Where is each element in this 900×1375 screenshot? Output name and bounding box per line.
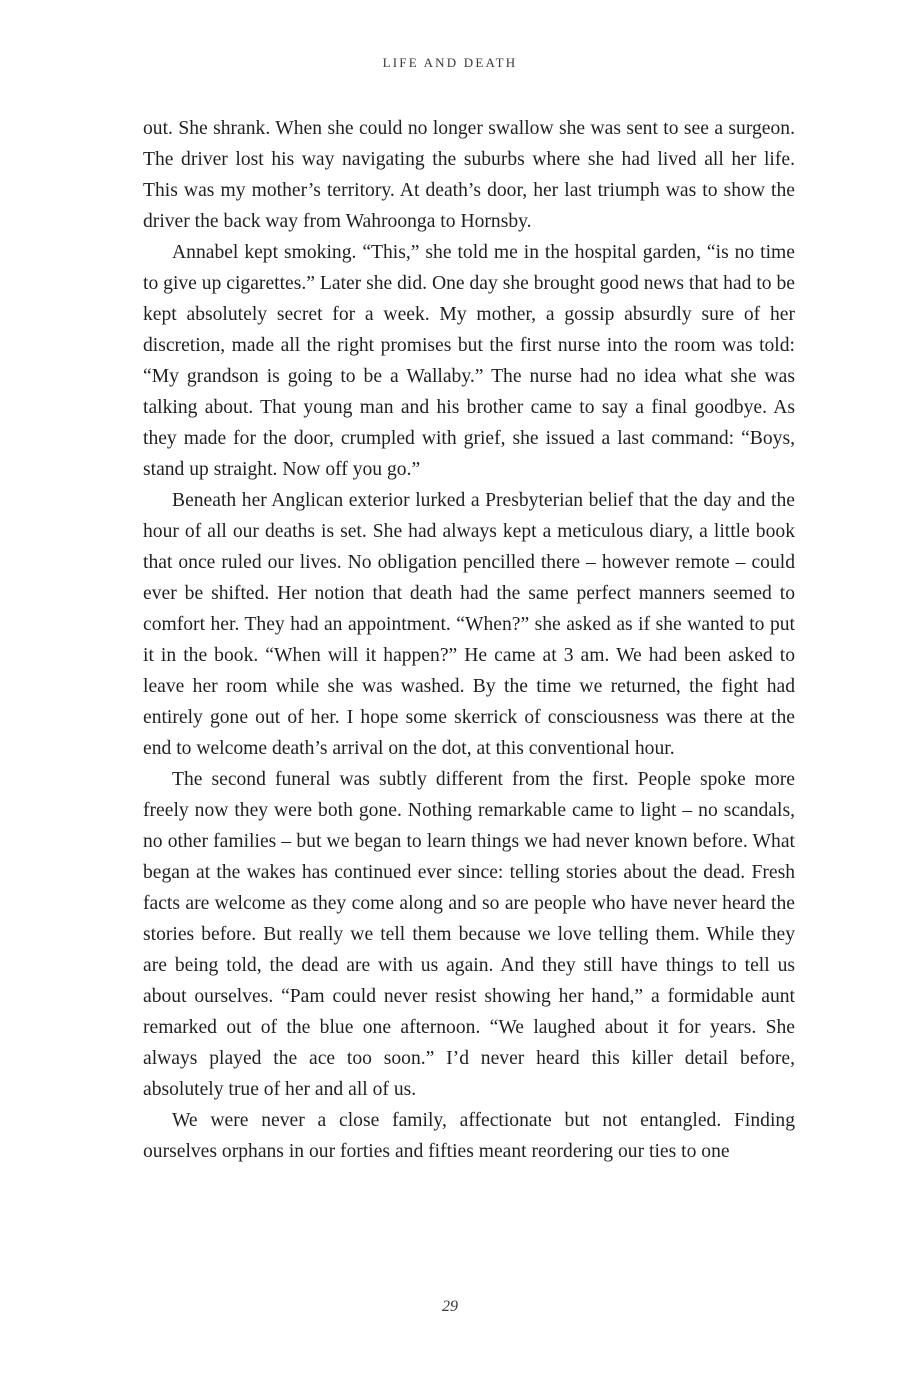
running-head: LIFE AND DEATH	[382, 55, 518, 70]
paragraph-5: We were never a close family, affectionate but not entangled. Finding ourselves orphans in our forties and fifties meant reordering our ties to one	[143, 1110, 795, 1162]
paragraph-1: out. She shrank. When she could no longer swallow she was sent to see a surgeon. The driver lost his way navigating the suburbs where she had lived all her life. This was my mother’s territory. At death’s door, her last triumph was to show the driver the back way from Wahroonga to Hornsby.	[143, 118, 795, 232]
paragraph-2: Annabel kept smoking. “This,” she told me in the hospital garden, “is no time to give up cigarettes.” Later she did. One day she brought good news that had to be kept absolutely secret for a week. My mother, a gossip absurdly sure of her discretion, made all the right promises but the first nurse into the room was told: “My grandson is going to be a Wallaby.” The nurse had no idea what she was talking about. That young man and his brother came to say a final goodbye. As they made for the door, crumpled with grief, she issued a last command: “Boys, stand up straight. Now off you go.”	[143, 242, 795, 480]
paragraph-4: The second funeral was subtly different from the first. People spoke more freely now they were both gone. Nothing remarkable came to light – no scandals, no other families – but we began to learn things we had never known before. What began at the wakes has continued ever since: telling stories about the dead. Fresh facts are welcome as they come along and so are people who have never heard the stories before. But really we tell them because we love telling them. While they are being told, the dead are with us again. And they still have things to tell us about ourselves. “Pam could never resist showing her hand,” a formidable aunt remarked out of the blue one afternoon. “We laughed about it for years. She always played the ace too soon.” I’d never heard this killer detail before, absolutely true of her and all of us.	[143, 769, 795, 1100]
paragraph-3: Beneath her Anglican exterior lurked a Presbyterian belief that the day and the hour of all our deaths is set. She had always kept a meticulous diary, a little book that once ruled our lives. No obligation pencilled there – however remote – could ever be shifted. Her notion that death had the same perfect manners seemed to comfort her. They had an appointment. “When?” she asked as if she wanted to put it in the book. “When will it happen?” He came at 3 am. We had been asked to leave her room while she was washed. By the time we returned, the fight had entirely gone out of her. I hope some skerrick of consciousness was there at the end to welcome death’s arrival on the dot, at this conventional hour.	[143, 490, 795, 759]
page-number: 29	[442, 1298, 458, 1315]
body-text	[143, 113, 795, 1167]
